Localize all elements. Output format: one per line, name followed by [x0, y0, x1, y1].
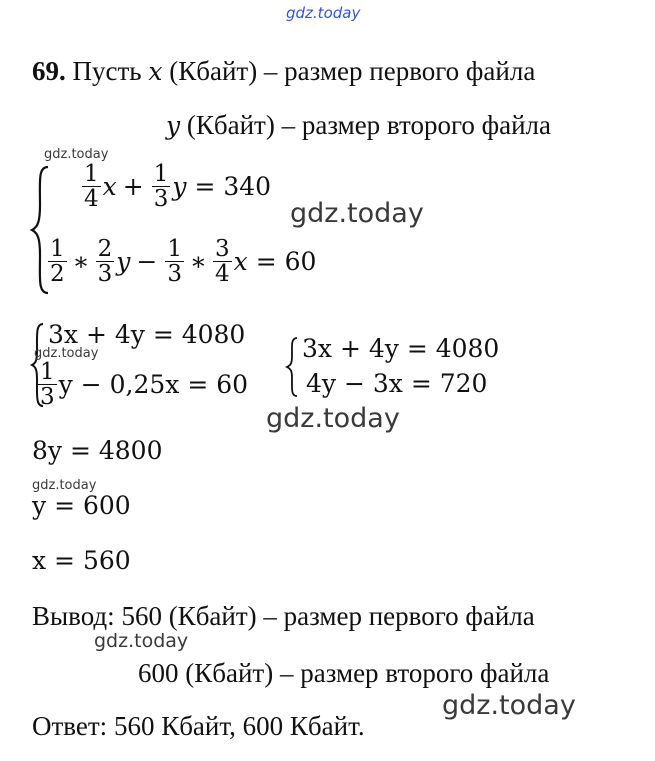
watermark-small-3: gdz.today [32, 478, 97, 493]
s1e2-var-x: x [233, 247, 248, 277]
conclusion-text-1: 560 (Кбайт) – размер первого файла [121, 601, 535, 631]
step-8y: 8y = 4800 [32, 436, 163, 465]
watermark-4: gdz.today [442, 690, 576, 721]
system2-eq1: 3x + 4y = 4080 [48, 320, 246, 349]
conclusion-label: Вывод: [32, 601, 115, 631]
s1e1-plus: + [122, 172, 144, 202]
watermark-small-2: gdz.today [34, 346, 99, 361]
s2e2-rest: y − 0,25x = 60 [58, 370, 249, 400]
problem-number: 69. [32, 56, 66, 86]
frac-2-3: $\frac{2}{3}$ [97, 236, 113, 288]
frac-1-4: $\frac{1}{4}$ [84, 161, 99, 213]
answer-line [32, 713, 365, 740]
watermark-top: gdz.today [286, 4, 361, 22]
frac-1-3b: $\frac{1}{3}$ [167, 236, 182, 288]
problem-line-2 [166, 112, 551, 139]
frac-1-3: $\frac{1}{3}$ [153, 161, 169, 213]
s1e2-times-a: ∗ [72, 247, 90, 277]
watermark-3: gdz.today [94, 630, 189, 652]
problem-line-1 [32, 58, 535, 85]
conclusion-line-1 [32, 603, 535, 630]
watermark-small-1: gdz.today [44, 147, 109, 162]
frac-1-3c: $\frac{1}{3}$ [40, 359, 55, 411]
s1e2-rhs: = 60 [255, 247, 317, 277]
system1-eq2 [46, 237, 316, 286]
frac-1-2: $\frac{1}{2}$ [50, 236, 65, 288]
step-y: y = 600 [32, 491, 131, 520]
intro-word: Пусть [72, 56, 142, 86]
system3-eq1: 3x + 4y = 4080 [302, 334, 500, 363]
line2-rest: (Кбайт) – размер второго файла [186, 110, 551, 140]
s1e1-var-y: y [172, 172, 187, 202]
watermark-1: gdz.today [290, 198, 424, 229]
s1e2-minus: − [136, 247, 158, 277]
s1e2-times-b: ∗ [190, 247, 207, 277]
s1e1-rhs: = 340 [194, 172, 272, 202]
var-x: x [148, 57, 163, 86]
s1e1-var-x: x [102, 172, 117, 202]
system3-brace-icon [284, 336, 300, 398]
step-x: x = 560 [32, 546, 131, 575]
answer-label: Ответ: [32, 711, 108, 741]
system1-eq1 [80, 162, 271, 211]
line1-rest: (Кбайт) – размер первого файла [169, 56, 536, 86]
watermark-2: gdz.today [266, 403, 400, 434]
s1e2-var-y: y [116, 247, 131, 277]
system3-eq2: 4y − 3x = 720 [306, 369, 488, 398]
var-y: y [166, 111, 181, 140]
system2-eq2 [36, 360, 248, 409]
conclusion-line-2: 600 (Кбайт) – размер второго файла [138, 658, 550, 688]
frac-3-4: $\frac{3}{4}$ [215, 236, 230, 288]
answer-text: 560 Кбайт, 600 Кбайт. [113, 711, 365, 741]
